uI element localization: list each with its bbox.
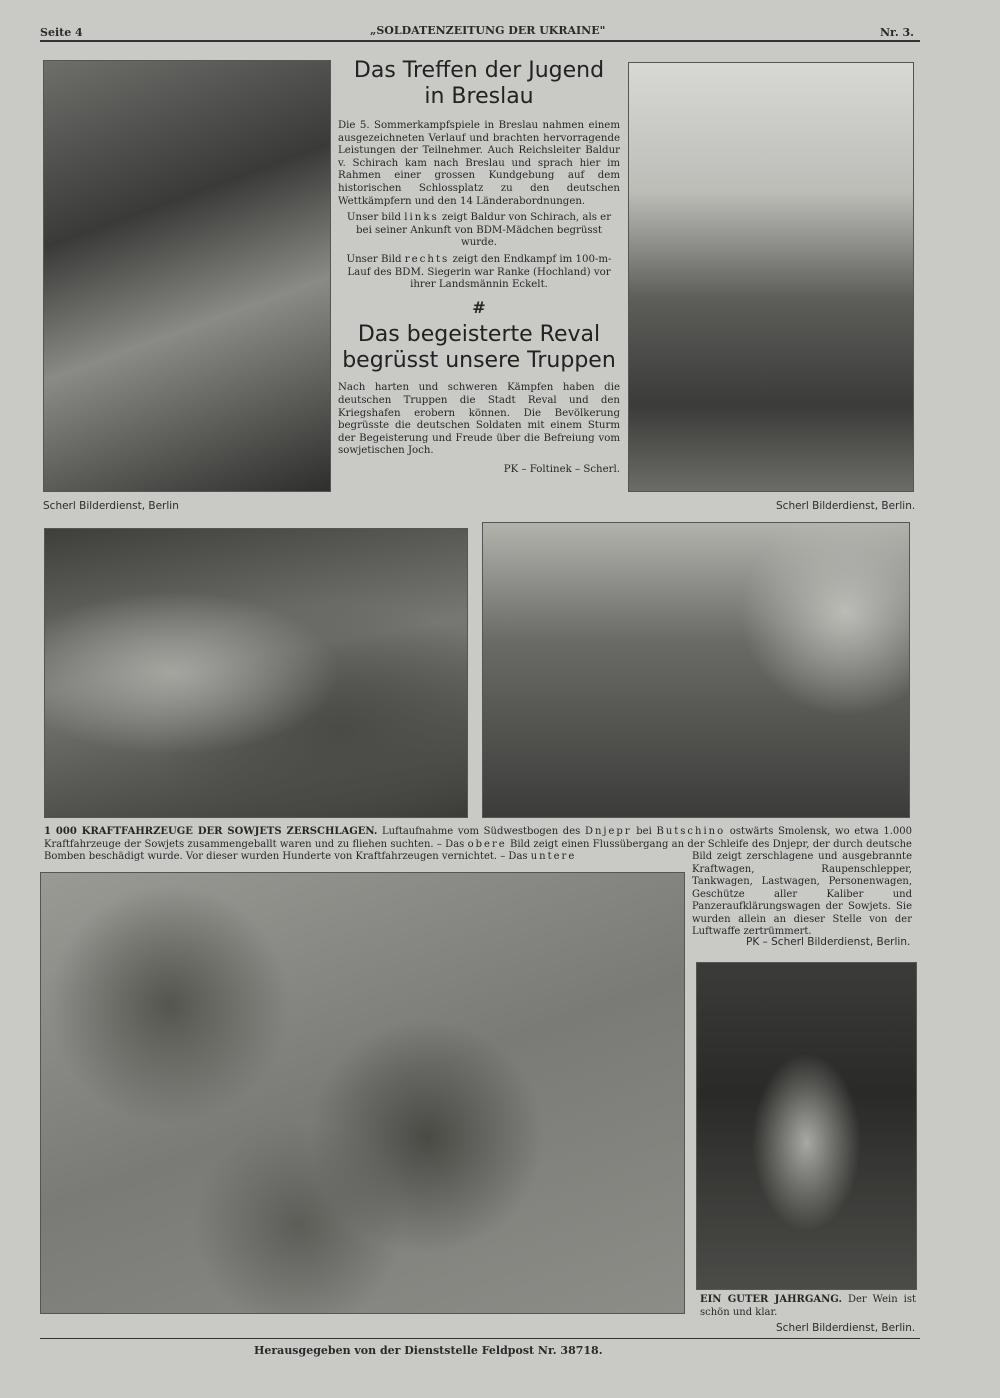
photo-100m-race: [628, 62, 914, 492]
credit-top-right: Scherl Bilderdienst, Berlin.: [776, 500, 916, 512]
caption-text: Unser bild: [346, 212, 401, 224]
caption-emphasis: obere: [467, 838, 507, 850]
page-number: Seite 4: [40, 26, 83, 39]
article-breslau-title-1: Das Treffen der Jugend: [353, 58, 605, 83]
caption-emphasis: links: [404, 212, 439, 224]
caption-emphasis: untere: [530, 851, 577, 862]
article-reval-credit: PK – Foltinek – Scherl.: [503, 463, 620, 475]
article-jahrgang-text: Der Wein ist schön und klar.: [700, 1294, 916, 1318]
article-reval-title-1: Das begeisterte Reval: [357, 322, 601, 348]
article-jahrgang: [700, 1294, 916, 1319]
caption-text: Luftaufnahme vom Südwestbogen des: [382, 826, 581, 837]
credit-bottom: Scherl Bilderdienst, Berlin.: [776, 1322, 916, 1334]
photo-dnjepr-crossing: [44, 528, 468, 818]
article-jahrgang-headline: EIN GUTER JAHRGANG.: [700, 1294, 842, 1305]
caption-text: bei: [636, 826, 652, 837]
photo-reval-crowd: [482, 522, 910, 818]
caption-text: zeigt Baldur von Schirach, als er bei seiner Ankunft von BDM-Mädchen begrüsst wurde.: [356, 212, 612, 249]
place-name: Butschino: [656, 826, 726, 837]
article-kraftfahrzeuge-headline: 1 000 KRAFTFAHRZEUGE DER SOWJETS ZERSCHLAGEN.: [44, 826, 378, 837]
photo-schirach-bdm: [43, 60, 331, 492]
caption-emphasis: rechts: [404, 253, 450, 265]
article-breslau-body: Die 5. Sommerkampfspiele in Breslau nahmen einem ausgezeichneten Verlauf und brachten hervorragende Leistungen der Teilnehmer. Auch Reichsleiter Baldur v. Schirach kam nach Breslau und sprach hier im Rahmen einer grossen Kundgebung auf dem historischen Schlossplatz zu den deutschen Wettkämpfern und den 14 Länderabordnungen.: [338, 120, 620, 207]
river-name: Dnjepr: [584, 826, 632, 837]
left-photo-caption: [338, 212, 620, 250]
caption-text: Unser Bild: [346, 253, 402, 265]
article-kraftfahrzeuge-continued: Bild zeigt zerschlagene und ausgebrannte Kraftwagen, Raupenschlepper, Tankwagen, Lastwagen, Personenwagen, Geschütze aller Kaliber und Panzeraufklärungswagen der Sowjets. Sie wurden allein an dieser Stelle von der Luftwaffe zertrümmert.: [692, 851, 912, 937]
section-separator: #: [472, 297, 486, 317]
caption-text: ostwärts Smolensk, wo etwa 1.000 Kraftfahrzeuge der Sowjets zusammengeballt waren und zu fliehen suchten. – Das: [44, 826, 913, 850]
credit-middle: PK – Scherl Bilderdienst, Berlin.: [746, 936, 911, 948]
article-breslau: [338, 58, 620, 476]
issue-number: Nr. 3.: [880, 26, 914, 39]
footer-publisher: Herausgegeben von der Dienststelle Feldpost Nr. 38718.: [254, 1344, 603, 1357]
photo-destroyed-vehicles: [40, 872, 685, 1314]
credit-top-left: Scherl Bilderdienst, Berlin: [43, 500, 179, 512]
right-photo-caption: [338, 254, 620, 292]
photo-wine-soldier: [696, 962, 917, 1290]
article-reval-body: Nach harten und schweren Kämpfen haben die deutschen Truppen die Stadt Reval und den Kriegshafen erobern können. Die Bevölkerung begrüsste die deutschen Soldaten mit einem Sturm der Begeisterung und Freude über die Befreiung vom sowjetischen Joch.: [338, 382, 620, 457]
header-rule: [40, 40, 920, 42]
caption-text: zeigt den Endkampf im 100-m-Lauf des BDM. Siegerin war Ranke (Hochland) vor ihrer Landsmännin Eckelt.: [347, 253, 612, 291]
article-reval-title-2: begrüsst unsere Truppen: [342, 348, 616, 374]
article-breslau-title-2: in Breslau: [424, 84, 534, 109]
caption-text: Bild zeigt einen Flussübergang an der Schleife des Dnjepr, der durch deutsche Bomben beschädigt wurde. Vor dieser wurden Hunderte von Kraftfahrzeugen vernichtet. – Das: [44, 838, 912, 862]
newspaper-title: „SOLDATENZEITUNG DER UKRAINE": [370, 24, 606, 37]
footer-rule: [40, 1338, 920, 1339]
